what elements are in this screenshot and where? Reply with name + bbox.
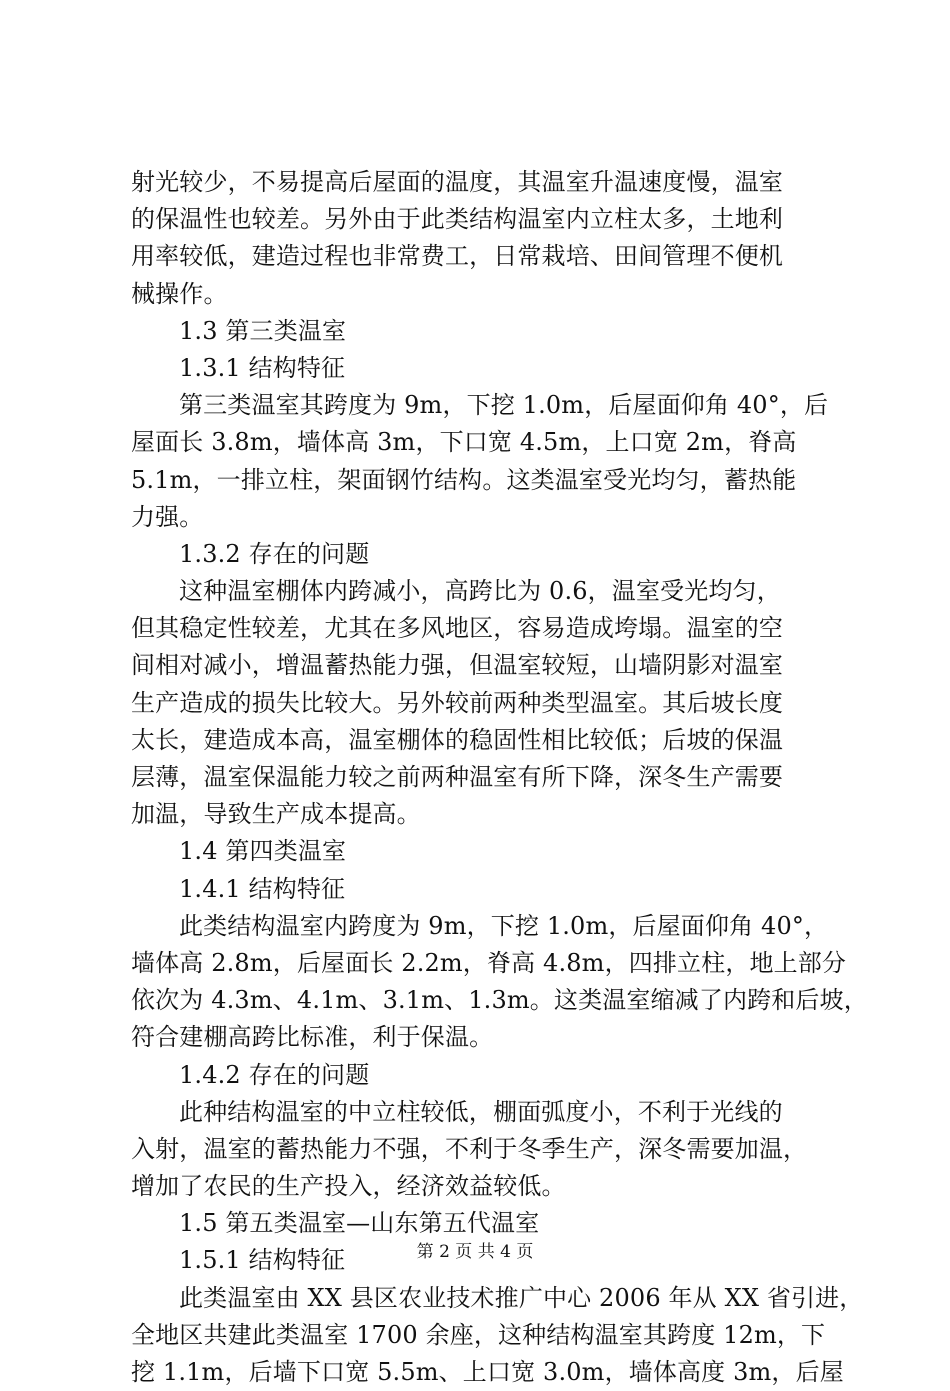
text-line: 射光较少，不易提高后屋面的温度，其温室升温速度慢，温室 <box>131 168 784 196</box>
text-line: 5.1m，一排立柱，架面钢竹结构。这类温室受光均匀，蓄热能 <box>131 465 797 494</box>
text-line: 这种温室棚体内跨减小，高跨比为 0.6，温室受光均匀， <box>179 577 781 606</box>
page-footer: 第 2 页 共 4 页 <box>416 1242 534 1262</box>
text-line: 屋面长 3.8m，墙体高 3m，下口宽 4.5m，上口宽 2m，脊高 <box>131 428 797 457</box>
text-line: 此类结构温室内跨度为 9m，下挖 1.0m，后屋面仰角 40°， <box>179 911 829 940</box>
text-line: 墙体高 2.8m，后屋面长 2.2m，脊高 4.8m，四排立柱，地上部分 <box>131 948 847 977</box>
text-line: 入射，温室的蓄热能力不强，不利于冬季生产，深冬需要加温， <box>131 1134 808 1163</box>
text-line: 挖 1.1m，后墙下口宽 5.5m、上口宽 3.0m，墙体高度 3m，后屋 <box>131 1358 844 1386</box>
text-line: 间相对减小，增温蓄热能力强，但温室较短，山墙阴影对温室 <box>131 651 784 680</box>
text-line: 1.3 第三类温室 <box>179 316 347 345</box>
text-line: 符合建棚高跨比标准，利于保温。 <box>131 1023 494 1052</box>
text-line: 1.3.1 结构特征 <box>179 353 346 382</box>
text-line: 层薄，温室保温能力较之前两种温室有所下降，深冬生产需要 <box>131 763 784 791</box>
text-line: 的保温性也较差。另外由于此类结构温室内立柱太多，土地利 <box>131 205 784 234</box>
text-line: 1.4.1 结构特征 <box>179 874 346 903</box>
text-line: 此类温室由 XX 县区农业技术推广中心 2006 年从 XX 省引进， <box>179 1283 864 1312</box>
text-line: 1.5 第五类温室—山东第五代温室 <box>179 1209 540 1238</box>
text-line: 依次为 4.3m、4.1m、3.1m、1.3m。这类温室缩减了内跨和后坡， <box>131 986 868 1015</box>
text-line: 太长，建造成本高，温室棚体的稳固性相比较低；后坡的保温 <box>131 725 784 754</box>
text-line: 全地区共建此类温室 1700 余座，这种结构温室其跨度 12m，下 <box>131 1320 826 1349</box>
text-line: 1.5.1 结构特征 <box>179 1246 346 1275</box>
text-line: 但其稳定性较差，尤其在多风地区，容易造成垮塌。温室的空 <box>131 614 784 643</box>
text-line: 1.3.2 存在的问题 <box>179 539 370 568</box>
text-line: 此种结构温室的中立柱较低，棚面弧度小，不利于光线的 <box>179 1097 783 1126</box>
text-line: 增加了农民的生产投入，经济效益较低。 <box>131 1172 566 1201</box>
text-line: 力强。 <box>131 502 204 531</box>
text-line: 械操作。 <box>131 279 228 308</box>
text-line: 用率较低，建造过程也非常费工，日常栽培、田间管理不便机 <box>131 242 784 271</box>
text-line: 加温，导致生产成本提高。 <box>131 800 421 829</box>
text-line: 第三类温室其跨度为 9m，下挖 1.0m，后屋面仰角 40°，后 <box>179 391 829 420</box>
text-line: 1.4 第四类温室 <box>179 837 347 866</box>
text-line: 1.4.2 存在的问题 <box>179 1060 370 1089</box>
text-line: 生产造成的损失比较大。另外较前两种类型温室。其后坡长度 <box>131 688 784 717</box>
document-body <box>131 164 868 1391</box>
